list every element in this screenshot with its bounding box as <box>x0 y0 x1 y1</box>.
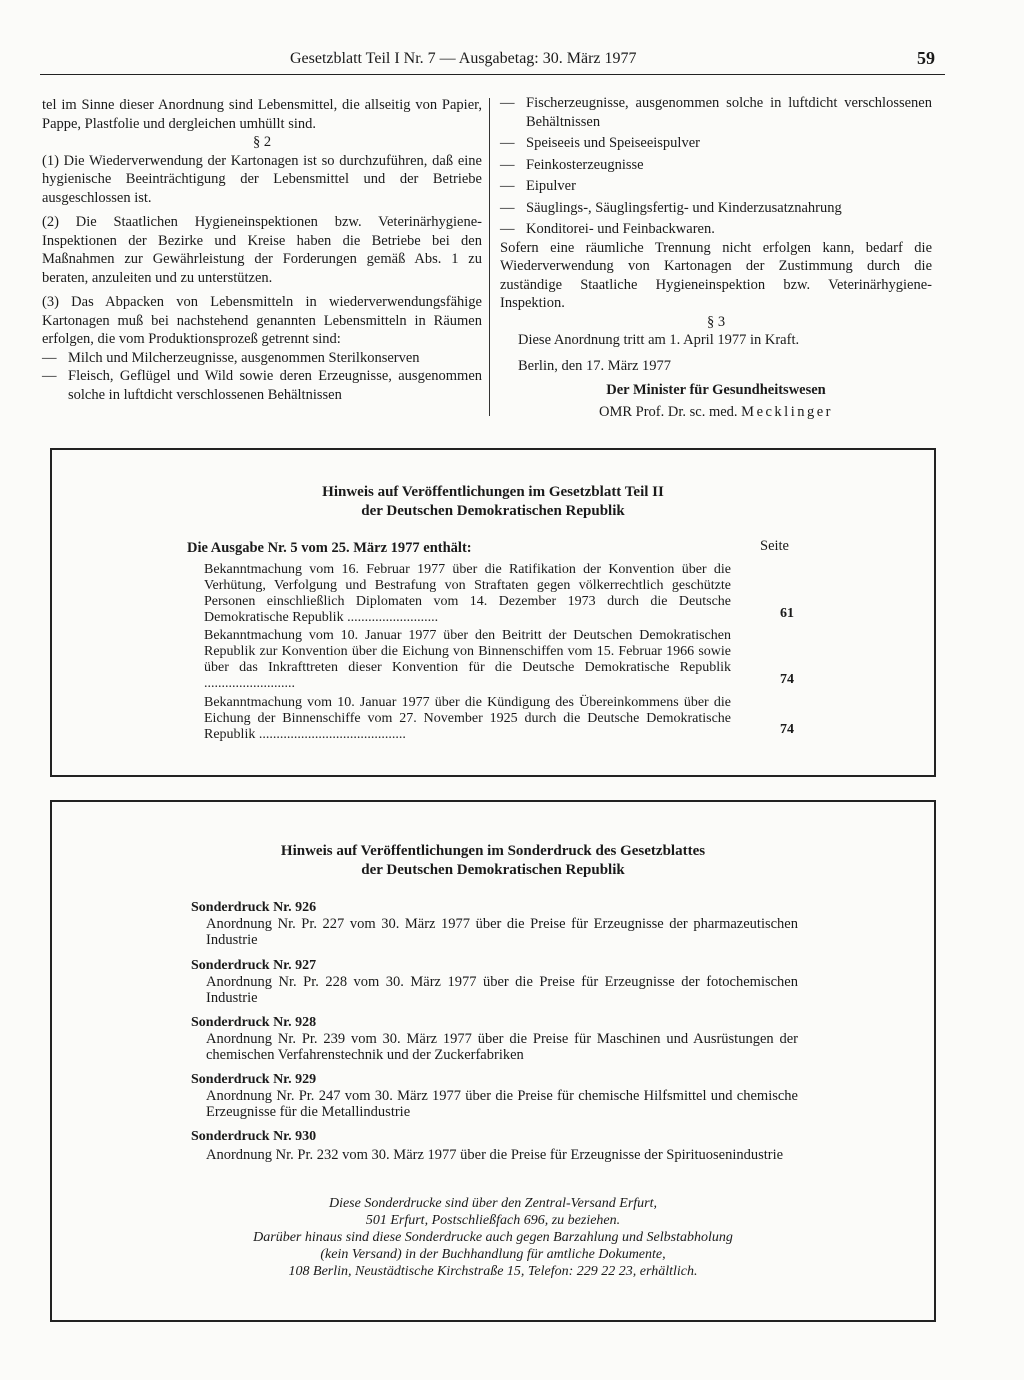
place-date: Berlin, den 17. März 1977 <box>518 357 672 374</box>
sonderdruck-heading: Sonderdruck Nr. 930 <box>191 1129 317 1144</box>
entry-page-number: 74 <box>780 722 794 737</box>
signatory-prefix: OMR Prof. Dr. sc. med. <box>598 403 738 420</box>
section-2-para-1: (1) Die Wiederverwendung der Kartonagen ist so durchzuführen, daß eine hygienische Beeinträchtigung der Lebensmittel und der Betriebe ausgeschlossen ist. <box>42 152 482 206</box>
publication-entry: Bekanntmachung vom 10. Januar 1977 über die Kündigung des Übereinkommens über die Eichung der Binnenschiffe vom 27. November 1925 durch die Deutsche Demokratische Republik .......................................... <box>204 695 731 742</box>
page-header <box>40 50 945 75</box>
sonderdruck-heading: Sonderdruck Nr. 926 <box>191 900 317 915</box>
minister-title: Der Minister für Gesundheitswesen <box>606 382 826 398</box>
section-3-text: Diese Anordnung tritt am 1. April 1977 in Kraft. <box>518 332 800 348</box>
distribution-note-line: Darüber hinaus sind diese Sonderdrucke auch gegen Barzahlung und Selbstabholung <box>253 1230 733 1245</box>
box2-title-line-2: der Deutschen Demokratischen Republik <box>361 862 625 878</box>
box1-title-line-1: Hinweis auf Veröffentlichungen im Gesetzblatt Teil II <box>322 484 664 500</box>
sonderdruck-text: Anordnung Nr. Pr. 232 vom 30. März 1977 über die Preise für Erzeugnisse der Spirituosenindustrie <box>206 1147 784 1163</box>
sonderdruck-text: Anordnung Nr. Pr. 227 vom 30. März 1977 über die Preise für Erzeugnisse der pharmazeutischen Industrie <box>206 916 798 948</box>
list-item: — Konditorei- und Feinbackwaren. <box>500 221 715 237</box>
entry-page-number: 61 <box>780 606 794 621</box>
list-item: — Milch und Milcherzeugnisse, ausgenommen Sterilkonserven <box>42 349 420 366</box>
list-item: — Fleisch, Geflügel und Wild sowie deren Erzeugnisse, ausgenommen solche in luftdicht verschlossenen Behältnissen <box>42 368 482 403</box>
box2-title-line-1: Hinweis auf Veröffentlichungen im Sonderdruck des Gesetzblattes <box>280 843 706 859</box>
box1-title-line-2: der Deutschen Demokratischen Republik <box>361 503 625 519</box>
entry-page-number: 74 <box>780 672 794 687</box>
seite-label: Seite <box>760 538 789 554</box>
ausgabe-heading: Die Ausgabe Nr. 5 vom 25. März 1977 enthält: <box>187 540 472 556</box>
signatory-name: Mecklinger <box>741 403 834 420</box>
list-item: — Speiseeis und Speiseeispulver <box>500 135 700 151</box>
header-title: Gesetzblatt Teil I Nr. 7 — Ausgabetag: 30. März 1977 <box>290 50 637 67</box>
sonderdruck-text: Anordnung Nr. Pr. 247 vom 30. März 1977 über die Preise für chemische Hilfsmittel und chemische Erzeugnisse für die Metallindustrie <box>206 1088 798 1120</box>
distribution-note-line: Diese Sonderdrucke sind über den Zentral-Versand Erfurt, <box>328 1196 658 1211</box>
sonderdruck-text: Anordnung Nr. Pr. 228 vom 30. März 1977 über die Preise für Erzeugnisse der fotochemischen Industrie <box>206 974 798 1006</box>
page-number: 59 <box>917 48 935 68</box>
publication-entry: Bekanntmachung vom 10. Januar 1977 über den Beitritt der Deutschen Demokratischen Republik zur Konvention über die Eichung von Binnenschiffen vom 15. Februar 1966 sowie über das Inkrafttreten dieser Konvention für die Deutsche Demokratische Republik .......................... <box>204 628 731 691</box>
consent-paragraph: Sofern eine räumliche Trennung nicht erfolgen kann, bedarf die Wiederverwendung von Kartonagen der Zustimmung durch die zuständige Staatliche Hygieneinspektion bzw. Veterinärhygiene-Inspektion. <box>500 239 932 311</box>
sonderdruck-heading: Sonderdruck Nr. 927 <box>191 958 317 973</box>
sonderdruck-text: Anordnung Nr. Pr. 239 vom 30. März 1977 über die Preise für Maschinen und Ausrüstungen der chemischen Verfahrenstechnik und der Zuckerfabriken <box>206 1031 798 1063</box>
list-item: — Säuglings-, Säuglingsfertig- und Kinderzusatznahrung <box>500 199 842 216</box>
list-item: — Fischerzeugnisse, ausgenommen solche in luftdicht verschlossenen Behältnissen <box>500 95 932 130</box>
column-divider <box>489 98 490 416</box>
signatory <box>500 403 932 422</box>
left-column <box>42 96 482 404</box>
list-item: — Eipulver <box>500 178 576 194</box>
right-column <box>500 94 932 421</box>
section-3-heading: § 3 <box>706 313 726 330</box>
distribution-note-line: (kein Versand) in der Buchhandlung für amtliche Dokumente, <box>320 1247 666 1262</box>
section-2-heading: § 2 <box>252 134 272 150</box>
gesetzblatt-teil-ii-notice-box <box>50 448 936 777</box>
section-2-para-3: (3) Das Abpacken von Lebensmitteln in wiederverwendungsfähige Kartonagen muß bei nachstehend genannten Lebensmitteln in Räumen erfolgen, die vom Produktionsprozeß getrennt sind: <box>42 294 482 347</box>
publication-entry: Bekanntmachung vom 16. Februar 1977 über die Ratifikation der Konvention über die Verhütung, Verfolgung und Bestrafung von Straftaten gegen völkerrechtlich geschützte Personen einschließlich Diplomaten vom 14. Dezember 1973 durch die Deutsche Demokratische Republik .......................... <box>204 562 731 625</box>
list-item: — Feinkosterzeugnisse <box>500 156 644 173</box>
sonderdruck-heading: Sonderdruck Nr. 928 <box>191 1015 317 1030</box>
section-2-para-2: (2) Die Staatlichen Hygieneinspektionen bzw. Veterinärhygiene-Inspektionen der Bezirke und Kreise haben die Betriebe bei den Maßnahmen zur Gewährleistung der Forderungen gemäß Abs. 1 zu beraten, anzuleiten und zu unterstützen. <box>42 214 482 286</box>
sonderdruck-notice-box <box>50 800 936 1322</box>
distribution-note-line: 108 Berlin, Neustädtische Kirchstraße 15, Telefon: 229 22 23, erhältlich. <box>288 1264 698 1279</box>
distribution-note-line: 501 Erfurt, Postschließfach 696, zu beziehen. <box>365 1213 621 1228</box>
intro-text: tel im Sinne dieser Anordnung sind Lebensmittel, die allseitig von Papier, Pappe, Plastfolie und dergleichen umhüllt sind. <box>42 97 482 132</box>
sonderdruck-heading: Sonderdruck Nr. 929 <box>191 1072 317 1087</box>
